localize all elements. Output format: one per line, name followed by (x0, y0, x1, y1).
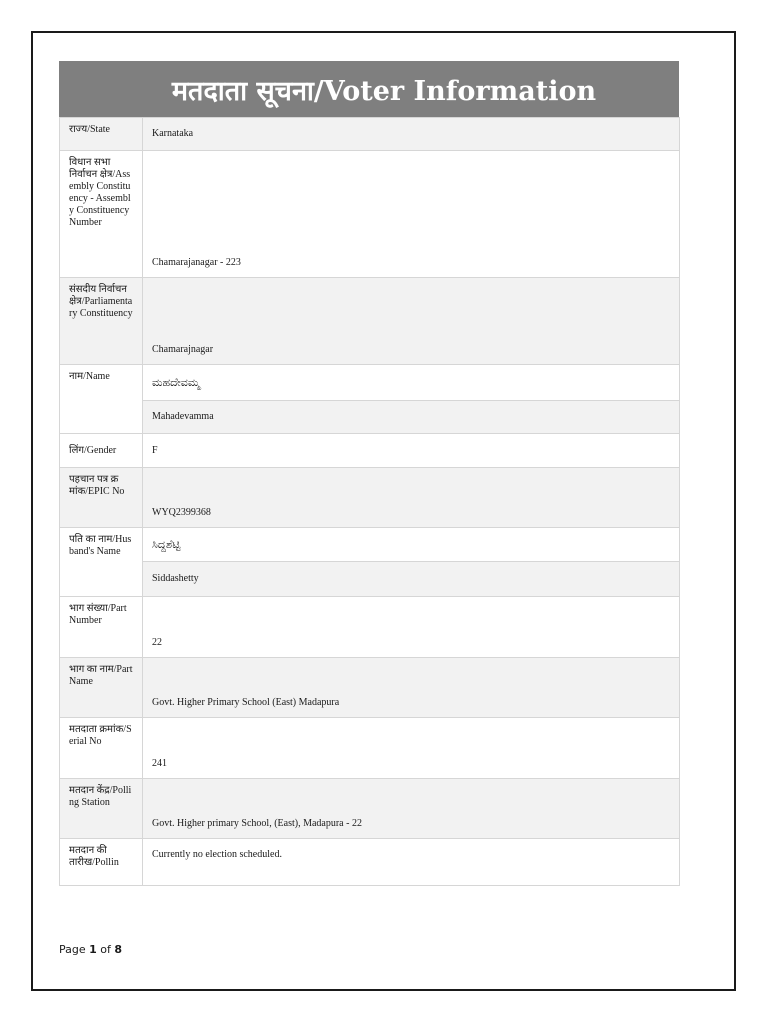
polling-date-label: मतदान की तारीख/Pollin (60, 839, 143, 886)
parliamentary-value: Chamarajnagar (143, 278, 680, 365)
husband-value-english: Siddashetty (143, 562, 680, 597)
table-row-state (60, 118, 680, 151)
table-row-assembly (60, 151, 680, 278)
page-number-prefix: Page (59, 943, 86, 956)
name-value-local: ಮಹದೇವಮ್ಮ (143, 365, 680, 401)
epic-label: पहचान पत्र क्रमांक/EPIC No (60, 468, 143, 528)
table-row-serial (60, 718, 680, 779)
page-number-of: of (100, 943, 111, 956)
gender-value: F (143, 434, 680, 468)
polling-station-value: Govt. Higher primary School, (East), Madapura - 22 (143, 779, 680, 839)
table-row-name (60, 365, 680, 401)
assembly-label: विधान सभा निर्वाचन क्षेत्र/Assembly Constituency - Assembly Constituency Number (60, 151, 143, 278)
serial-value: 241 (143, 718, 680, 779)
table-row-husband (60, 528, 680, 562)
part-name-value: Govt. Higher Primary School (East) Madapura (143, 658, 680, 718)
husband-value-local: ಸಿದ್ದಶೆಟ್ಟಿ (143, 528, 680, 562)
table-row-name-en (60, 401, 680, 434)
state-label: राज्य/State (60, 118, 143, 151)
name-value-english: Mahadevamma (143, 401, 680, 434)
table-row-epic (60, 468, 680, 528)
page-number-current: 1 (89, 943, 97, 956)
table-row-parliamentary (60, 278, 680, 365)
table-row-part-name (60, 658, 680, 718)
name-label: नाम/Name (60, 365, 143, 434)
gender-label: लिंग/Gender (60, 434, 143, 468)
polling-station-label: मतदान केंद्र/Polling Station (60, 779, 143, 839)
parliamentary-label: संसदीय निर्वाचन क्षेत्र/Parliamentary Constituency (60, 278, 143, 365)
husband-label: पति का नाम/Husband's Name (60, 528, 143, 597)
polling-date-value: Currently no election scheduled. (143, 839, 680, 886)
page-number (59, 943, 122, 956)
table-row-polling-station (60, 779, 680, 839)
state-value: Karnataka (143, 118, 680, 151)
serial-label: मतदाता क्रमांक/Serial No (60, 718, 143, 779)
page-number-total: 8 (114, 943, 123, 956)
assembly-value: Chamarajanagar - 223 (143, 151, 680, 278)
table-row-husband-en (60, 562, 680, 597)
part-number-value: 22 (143, 597, 680, 658)
table-row-gender (60, 434, 680, 468)
table-row-part-number (60, 597, 680, 658)
epic-value: WYQ2399368 (143, 468, 680, 528)
voter-info-table (59, 117, 680, 886)
table-row-polling-date (60, 839, 680, 886)
page-title: मतदाता सूचना/Voter Information (59, 61, 679, 117)
part-name-label: भाग का नाम/Part Name (60, 658, 143, 718)
part-number-label: भाग संख्या/Part Number (60, 597, 143, 658)
